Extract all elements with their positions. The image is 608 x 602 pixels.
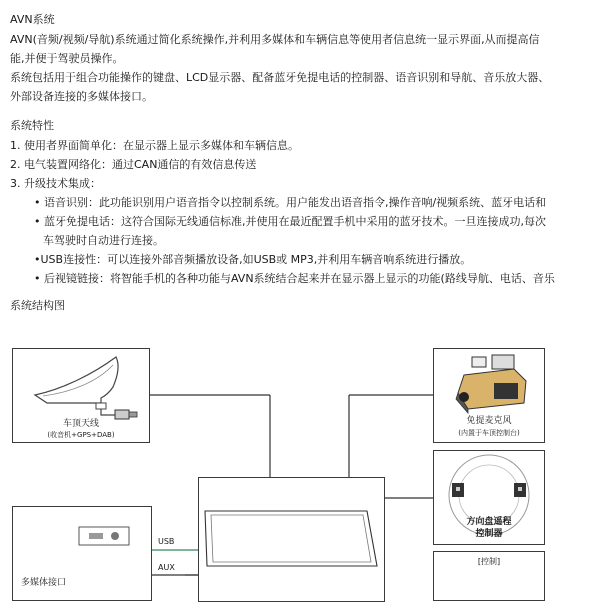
intro-line-4: 外部设备连接的多媒体接口。 [10,90,153,103]
steering-label-1: 方向盘遥程 [466,517,512,527]
multimedia-label: 多媒体接口 [21,578,67,588]
features-title: 系统特性 [10,119,54,132]
head-unit-display-icon [199,478,384,601]
feature-item: 2. 电气装置网络化：通过CAN通信的有效信息传送 [10,158,257,171]
intro-line-1: AVN(音频/视频/导航)系统通过简化系统操作,并利用多媒体和车辆信息等使用者信息统一显示界面,从而提高信 [10,33,540,46]
antenna-box [12,348,150,443]
antenna-sublabel: (收音机+GPS+DAB) [47,431,115,439]
feature-bullet: • 语音识别：此功能识别用户语音指令以控制系统。用户能发出语音指令,操作音响/视频系统、蓝牙电话和 [34,196,547,209]
feature-item: 3. 升级技术集成： [10,177,101,190]
multimedia-interface-box [12,506,152,601]
feature-bullet: • 蓝牙免提电话：这符合国际无线通信标准,并使用在最近配置手机中采用的蓝牙技术。一旦连接成功,每次 [34,215,546,228]
section-heading: AVN系统 [10,13,55,26]
intro-line-2: 能,并便于驾驶员操作。 [10,52,124,65]
aux-signal-label: AUX [158,563,175,572]
partial-box-label: [控制] [477,557,501,566]
mic-sublabel: (内置于车顶控制台) [458,429,520,437]
mic-box [433,348,545,443]
feature-bullet-continuation: 车驾驶时自动进行连接。 [43,234,164,247]
head-unit-box [198,477,385,602]
steering-remote-box [433,450,545,545]
diagram-title: 系统结构图 [10,299,65,312]
mic-label: 免提麦克风 [466,416,512,426]
antenna-label: 车顶天线 [62,419,99,429]
steering-label-2: 控制器 [475,529,503,539]
intro-line-3: 系统包括用于组合功能操作的键盘、LCD显示器、配备蓝牙免提电话的控制器、语音识别和导航、音乐放大器、 [10,71,550,84]
feature-bullet: •USB连接性：可以连接外部音频播放设备,如USB或 MP3,并利用车辆音响系统进行播放。 [34,253,472,266]
usb-signal-label: USB [158,537,175,546]
feature-item: 1. 使用者界面简单化：在显示器上显示多媒体和车辆信息。 [10,139,299,152]
feature-bullet: • 后视镜链接：将智能手机的各种功能与AVN系统结合起来并在显示器上显示的功能(路线导航、电话、音乐 [34,272,555,285]
partial-box [433,551,545,601]
